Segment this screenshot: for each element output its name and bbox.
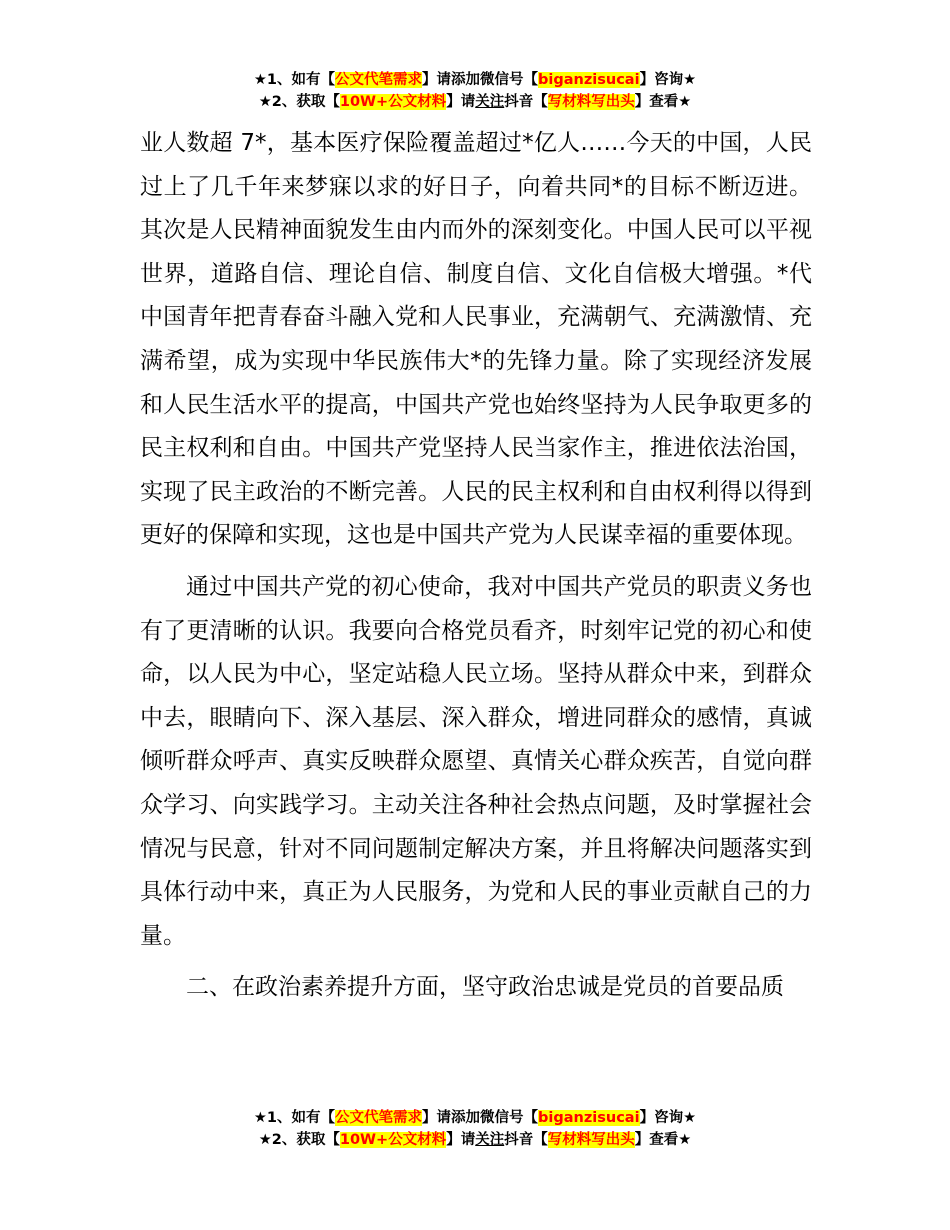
header-line2-highlight-materials: 10W+公文材料	[339, 94, 447, 110]
footer-line2-prefix: ★2、获取【	[258, 1132, 340, 1148]
header-banner-line-1	[0, 69, 950, 91]
header-line1-suffix: 】咨询★	[639, 72, 697, 88]
header-line2-emph: 关注	[475, 94, 505, 110]
footer-line2-highlight-materials: 10W+公文材料	[339, 1132, 447, 1148]
header-line1-highlight-wechat-id: biganzisucai	[538, 72, 640, 88]
section-heading: 二、在政治素养提升方面，坚守政治忠诚是党员的首要品质	[186, 974, 784, 1001]
header-line1-emph: 加	[465, 72, 481, 88]
footer-line1-prefix: ★1、如有【	[253, 1110, 336, 1126]
footer-banner-line-1	[0, 1107, 950, 1129]
header-line1-prefix: ★1、如有【	[253, 72, 336, 88]
footer-line1-suffix: 】咨询★	[639, 1110, 697, 1126]
header-line1-mid: 】请添	[422, 72, 466, 88]
body-paragraph-1: 业人数超 7*，基本医疗保险覆盖超过*亿人……今天的中国，人民过上了几千年来梦寐以求的好日子，向着共同*的目标不断迈进。其次是人民精神面貌发生由内而外的深刻变化。中国人民可以平视世界，道路自信、理论自信、制度自信、文化自信极大增强。*代中国青年把青春奋斗融入党和人民事业，充满朝气、充满激情、充满希望，成为实现中华民族伟大*的先锋力量。除了实现经济发展和人民生活水平的提高，中国共产党也始终坚持为人民争取更多的民主权利和自由。中国共产党坚持人民当家作主，推进依法治国，实现了民主政治的不断完善。人民的民主权利和自由权利得以得到更好的保障和实现，这也是中国共产党为人民谋幸福的重要体现。	[140, 130, 812, 549]
footer-line1-highlight-wechat-id: biganzisucai	[538, 1110, 640, 1126]
footer-line1-highlight-service: 公文代笔需求	[335, 1110, 423, 1126]
footer-line1-mid: 】请添	[422, 1110, 466, 1126]
footer-line2-highlight-douyin: 写材料写出头	[547, 1132, 635, 1148]
footer-banner-line-2	[0, 1129, 950, 1151]
footer-line2-emph: 关注	[475, 1132, 505, 1148]
header-line2-highlight-douyin: 写材料写出头	[547, 94, 635, 110]
footer-banner	[0, 1107, 950, 1151]
footer-line2-suffix: 】查看★	[634, 1132, 692, 1148]
body-paragraph-2: 通过中国共产党的初心使命，我对中国共产党员的职责义务也有了更清晰的认识。我要向合格党员看齐，时刻牢记党的初心和使命，以人民为中心，坚定站稳人民立场。坚持从群众中来，到群众中去，眼睛向下、深入基层、深入群众，增进同群众的感情，真诚倾听群众呼声、真实反映群众愿望、真情关心群众疾苦，自觉向群众学习、向实践学习。主动关注各种社会热点问题，及时掌握社会情况与民意，针对不同问题制定解决方案，并且将解决问题落实到具体行动中来，真正为人民服务，为党和人民的事业贡献自己的力量。	[140, 573, 812, 949]
footer-line2-mid: 】请	[446, 1132, 476, 1148]
header-line2-prefix: ★2、获取【	[258, 94, 340, 110]
header-banner-line-2	[0, 91, 950, 113]
footer-line1-mid2: 微信号【	[480, 1110, 539, 1126]
header-line1-highlight-service: 公文代笔需求	[335, 72, 423, 88]
footer-line2-mid2: 抖音【	[504, 1132, 548, 1148]
document-body	[140, 122, 812, 1010]
header-line1-mid2: 微信号【	[480, 72, 539, 88]
header-line2-mid: 】请	[446, 94, 476, 110]
footer-line1-emph: 加	[465, 1110, 481, 1126]
header-banner	[0, 69, 950, 113]
header-line2-suffix: 】查看★	[634, 94, 692, 110]
header-line2-mid2: 抖音【	[504, 94, 548, 110]
